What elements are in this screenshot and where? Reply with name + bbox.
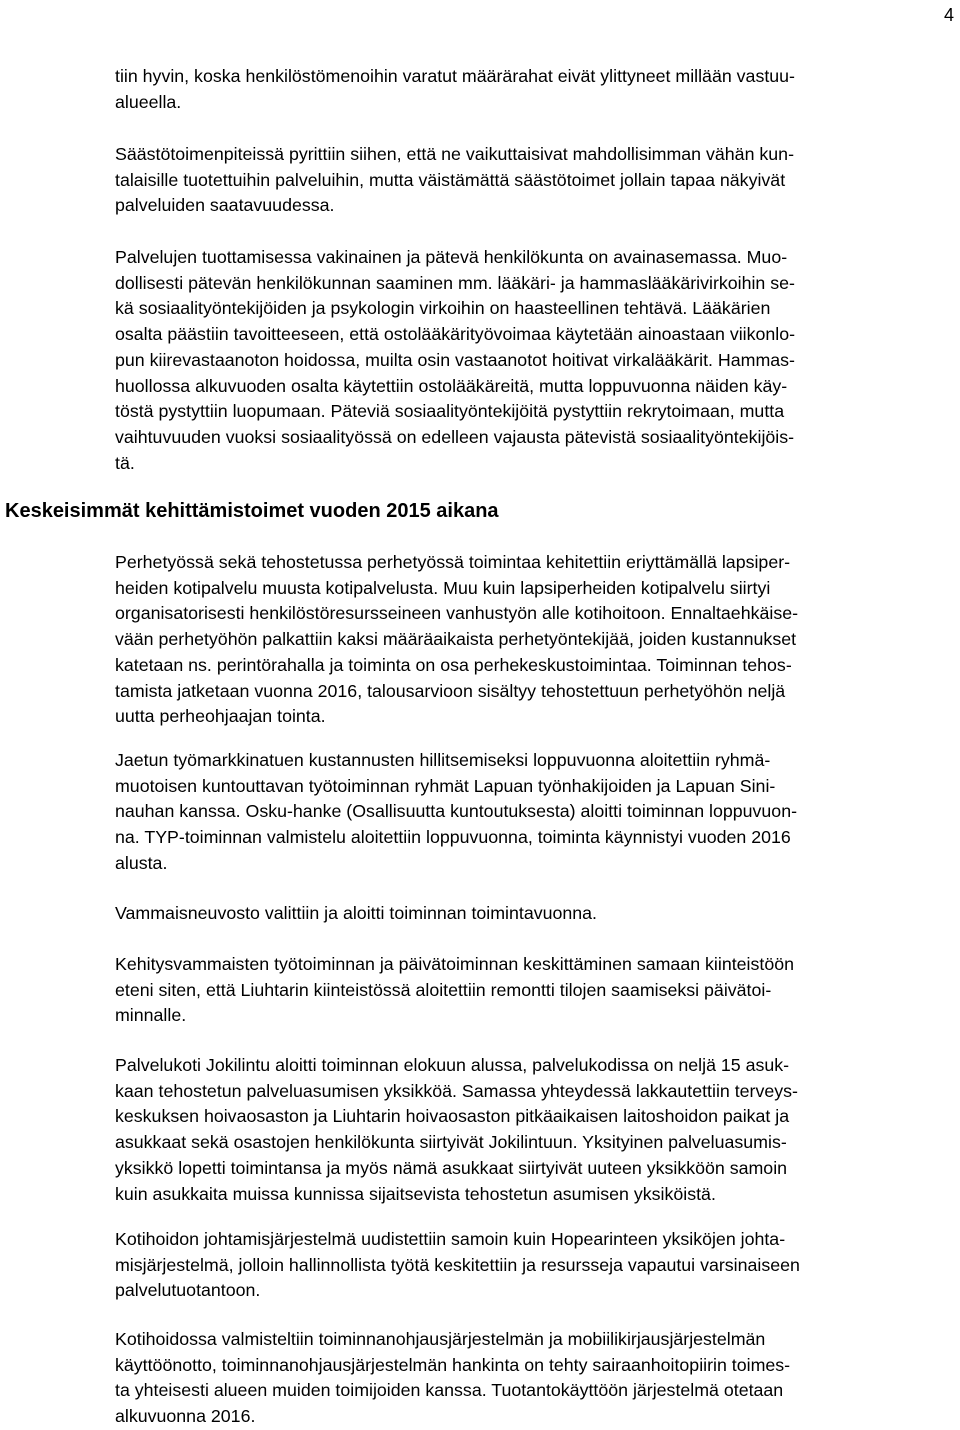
text-line: minnalle. xyxy=(115,1005,187,1026)
text-line: Perhetyössä sekä tehostetussa perhetyössä toimintaa kehitettiin eriyttämällä lapsiper- xyxy=(115,552,791,572)
text-line: alusta. xyxy=(115,852,168,873)
text-line: palvelutuotantoon. xyxy=(115,1280,261,1301)
paragraph-home-care-systems xyxy=(115,1327,955,1430)
text-line: tamista jatketaan vuonna 2016, talousarvioon sisältyy tehostettuun perhetyöhön neljä xyxy=(115,680,786,701)
text-line: huollossa alkuvuoden osalta käytettiin ostolääkäreitä, mutta loppuvuonna näiden käy- xyxy=(115,375,788,396)
text-line: nauhan kanssa. Osku-hanke (Osallisuutta kuntoutuksesta) aloitti toiminnan loppuvuon- xyxy=(115,801,798,822)
text-line: pun kiirevastaanoton hoidossa, muilta osin vastaanotot hoitivat virkalääkärit. Hammas- xyxy=(115,349,795,370)
text-line: töstä pystyttiin luopumaan. Päteviä sosiaalityöntekijöitä pystyttiin rekrytoimaan, mutta xyxy=(115,401,785,422)
text-line: keskuksen hoivaosaston ja Liuhtarin hoivaosaston pitkäaikaisen laitoshoidon paikat ja xyxy=(115,1106,790,1127)
text-line: käyttöönotto, toiminnanohjausjärjestelmän hankinta on tehty sairaanhoitopiirin toimes- xyxy=(115,1354,791,1375)
text-line: alueella. xyxy=(115,91,182,112)
text-line: misjärjestelmä, jolloin hallinnollista työtä keskitettiin ja resursseja vapautui varsinaiseen xyxy=(115,1254,800,1275)
text-line: tä. xyxy=(115,452,135,473)
text-line: Palvelujen tuottamisessa vakinainen ja pätevä henkilökunta on avainasemassa. Muo- xyxy=(115,247,788,267)
text-line: ta yhteisesti alueen muiden toimijoiden kanssa. Tuotantokäyttöön järjestelmä otetaan xyxy=(115,1380,784,1401)
paragraph-savings-measures xyxy=(115,142,955,219)
text-line: dollisesti pätevän henkilökunnan saaminen mm. lääkäri- ja hammaslääkärivirkoihin se- xyxy=(115,272,795,293)
text-line: Vammaisneuvosto valittiin ja aloitti toiminnan toimintavuonna. xyxy=(115,903,597,923)
text-line: Palvelukoti Jokilintu aloitti toiminnan elokuun alussa, palvelukodissa on neljä 15 asuk- xyxy=(115,1055,790,1075)
paragraph-family-work xyxy=(115,550,955,730)
section-heading: Keskeisimmät kehittämistoimet vuoden 2015 aikana xyxy=(5,500,499,522)
text-line: organisatorisesti henkilöstöresursseineen vanhustyön alle kotihoitoon. Ennaltaehkäise- xyxy=(115,603,799,624)
text-line: osalta päästiin tavoitteeseen, että ostolääkärityövoimaa käytetään ainoastaan viikonlo- xyxy=(115,324,796,345)
text-line: uutta perheohjaajan tointa. xyxy=(115,706,326,727)
text-line: katetaan ns. perintörahalla ja toiminta on osa perhekeskustoimintaa. Toiminnan tehos- xyxy=(115,654,792,675)
text-line: tiin hyvin, koska henkilöstömenoihin varatut määrärahat eivät ylittyneet millään vastuu- xyxy=(115,66,795,86)
text-line: asukkaat sekä osastojen henkilökunta siirtyivät Jokilintuun. Yksityinen palveluasumis- xyxy=(115,1132,787,1153)
text-line: Kotihoidossa valmisteltiin toiminnanohjausjärjestelmän ja mobiilikirjausjärjestelmän xyxy=(115,1329,766,1349)
text-line: na. TYP-toiminnan valmistelu aloitettiin loppuvuonna, toiminta käynnistyi vuoden 2016 xyxy=(115,827,791,848)
paragraph-jokilintu xyxy=(115,1053,955,1207)
text-line: heiden kotipalvelu muusta kotipalvelusta. Muu kuin lapsiperheiden kotipalvelu siirtyi xyxy=(115,577,771,598)
text-line: kuin asukkaita muissa kunnissa sijaitsevista tehostetun asumisen yksiköistä. xyxy=(115,1183,716,1204)
text-line: palveluiden saatavuudessa. xyxy=(115,195,335,216)
text-line: yksikkö lopetti toimintansa ja myös nämä asukkaat siirtyivät uuteen yksikköön samoin xyxy=(115,1157,788,1178)
text-line: eteni siten, että Liuhtarin kiinteistössä aloitettiin remontti tilojen saamiseksi päivätoi- xyxy=(115,979,772,1000)
paragraph-home-care-management xyxy=(115,1227,955,1304)
text-line: kaan tehostetun palveluasumisen yksikköä. Samassa yhteydessä lakkautettiin terveys- xyxy=(115,1080,798,1101)
text-line: muotoisen kuntouttavan työtoiminnan ryhmät Lapuan työnhakijoiden ja Lapuan Sini- xyxy=(115,775,776,796)
paragraph-staffing xyxy=(115,245,955,476)
paragraph-employment-support xyxy=(115,748,955,877)
text-line: talaisille tuotettuihin palveluihin, mutta väistämättä säästötoimet jollain tapaa näkyivät xyxy=(115,169,786,190)
text-line: vaihtuvuuden vuoksi sosiaalityössä on edelleen vajausta pätevistä sosiaalityöntekijöis- xyxy=(115,426,795,447)
paragraph-disability-council xyxy=(115,901,955,927)
paragraph-disability-services xyxy=(115,952,955,1029)
text-line: Kehitysvammaisten työtoiminnan ja päivätoiminnan keskittäminen samaan kiinteistöön xyxy=(115,954,794,974)
text-line: vään perhetyöhön palkattiin kaksi määräaikaista perhetyöntekijää, joiden kustannukset xyxy=(115,629,797,650)
text-line: alkuvuonna 2016. xyxy=(115,1406,256,1427)
text-line: Säästötoimenpiteissä pyrittiin siihen, että ne vaikuttaisivat mahdollisimman vähän kun- xyxy=(115,144,794,164)
text-line: kä sosiaalityöntekijöiden ja psykologin virkoihin on haasteellinen tehtävä. Lääkärien xyxy=(115,298,771,319)
page-number: 4 xyxy=(943,5,954,25)
paragraph-budget-carryover xyxy=(115,64,955,115)
text-line: Kotihoidon johtamisjärjestelmä uudistettiin samoin kuin Hopearinteen yksiköjen johta- xyxy=(115,1229,786,1249)
text-line: Jaetun työmarkkinatuen kustannusten hillitsemiseksi loppuvuonna aloitettiin ryhmä- xyxy=(115,750,771,770)
